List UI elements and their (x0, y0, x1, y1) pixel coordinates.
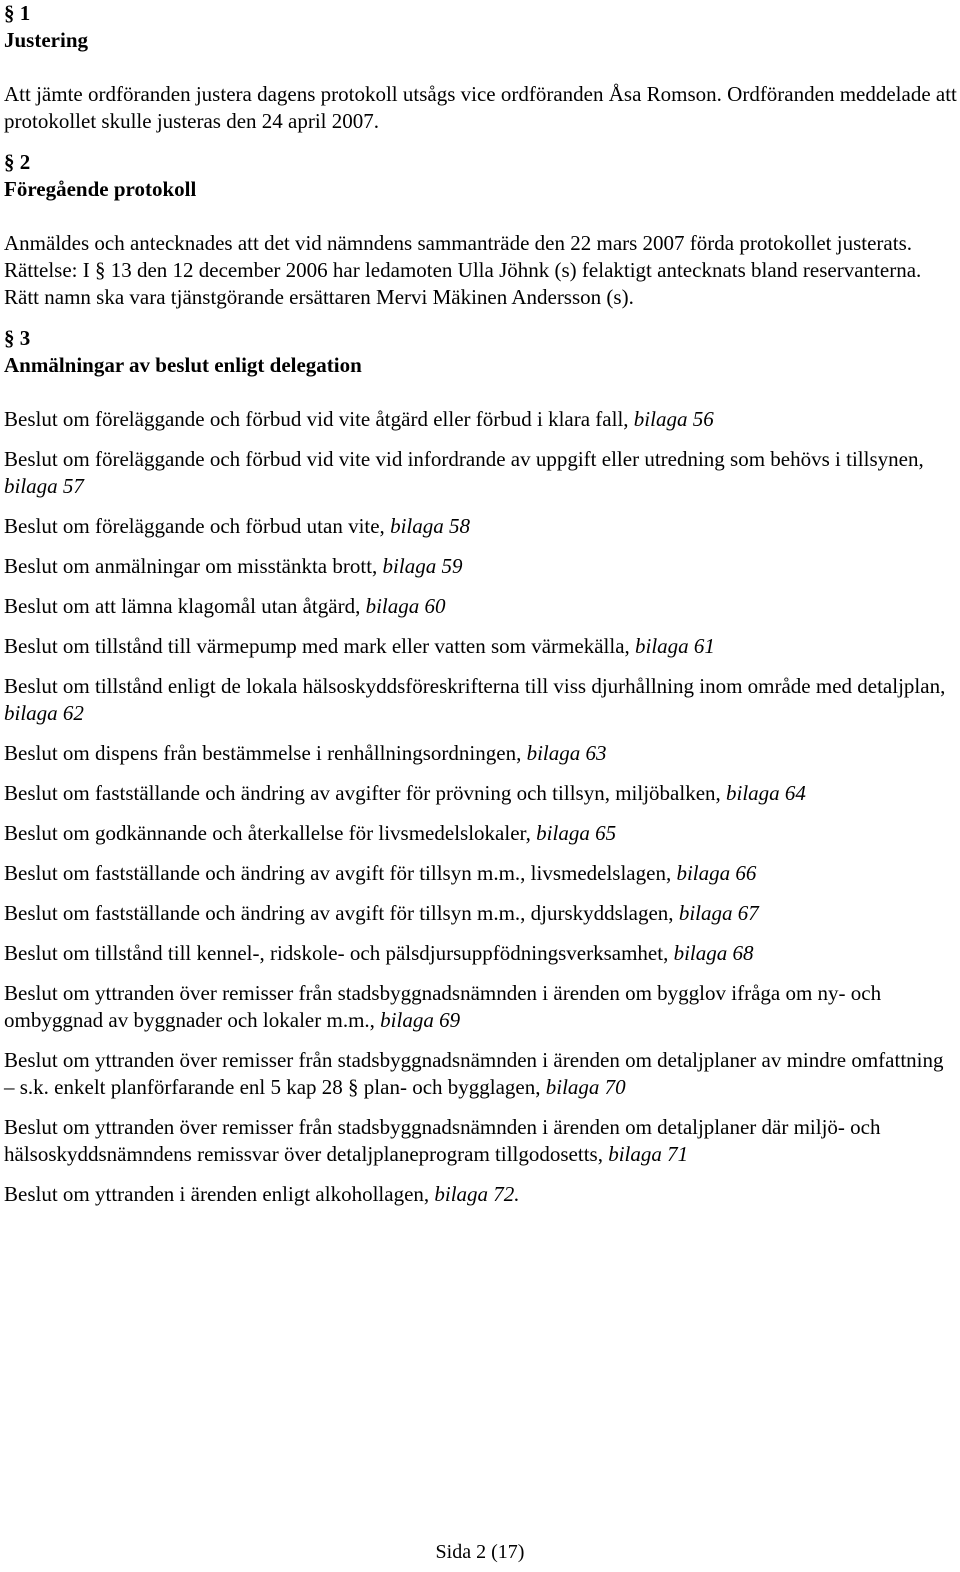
decision-item (4, 1047, 958, 1101)
document-page (4, 0, 958, 1208)
attachment-reference: bilaga 67 (678, 901, 759, 925)
decision-item (4, 820, 958, 847)
decision-item (4, 1181, 958, 1208)
decision-text: Beslut om fastställande och ändring av avgifter för prövning och tillsyn, miljöbalken, (4, 781, 727, 805)
decision-text: Beslut om yttranden över remisser från stadsbyggnadsnämnden i ärenden om detaljplaner där miljö- och hälsoskyddsnämndens remissvar över detaljplaneprogram tillgodosetts, (4, 1115, 881, 1166)
decision-item (4, 780, 958, 807)
decision-text: Beslut om anmälningar om misstänkta brott, (4, 554, 383, 578)
decision-item (4, 980, 958, 1034)
correction-paragraph: Rättelse: I § 13 den 12 december 2006 har ledamoten Ulla Jöhnk (s) felaktigt antecknats bland reservanterna. Rätt namn ska vara tjänstgörande ersättaren Mervi Mäkinen Andersson (s). (4, 258, 922, 309)
decision-text: Beslut om föreläggande och förbud utan vite, (4, 514, 391, 538)
attachment-reference: bilaga 68 (673, 941, 754, 965)
decision-item (4, 673, 958, 727)
attachment-reference: bilaga 69 (380, 1008, 461, 1032)
decision-item (4, 740, 958, 767)
section-2 (4, 149, 958, 311)
page-number: Sida 2 (17) (435, 1541, 525, 1563)
section-title: Justering (4, 28, 88, 52)
section-number: § 1 (4, 1, 31, 25)
decision-text: Beslut om föreläggande och förbud vid vite vid infordrande av uppgift eller utredning som behövs i tillsynen, (4, 447, 924, 471)
decision-item (4, 860, 958, 887)
attachment-reference: bilaga 62 (4, 701, 84, 725)
attachment-reference: bilaga 71 (608, 1142, 689, 1166)
decision-text: Beslut om dispens från bestämmelse i renhållningsordningen, (4, 741, 527, 765)
attachment-reference: bilaga 72. (434, 1182, 520, 1206)
decision-text: Beslut om yttranden över remisser från stadsbyggnadsnämnden i ärenden om detaljplaner av mindre omfattning – s.k. enkelt planförfarande enl 5 kap 28 § plan- och bygglagen, (4, 1048, 944, 1099)
decision-item (4, 406, 958, 433)
decision-text: Beslut om föreläggande och förbud vid vite åtgärd eller förbud i klara fall, (4, 407, 634, 431)
attachment-reference: bilaga 63 (526, 741, 607, 765)
decision-text: Beslut om att lämna klagomål utan åtgärd, (4, 594, 366, 618)
paragraph: Att jämte ordföranden justera dagens protokoll utsågs vice ordföranden Åsa Romson. Ordföranden meddelade att protokollet skulle justeras den 24 april 2007. (4, 82, 957, 133)
decision-text: Beslut om godkännande och återkallelse för livsmedelslokaler, (4, 821, 537, 845)
decision-item (4, 940, 958, 967)
decision-list (4, 406, 958, 1208)
decision-text: Beslut om tillstånd enligt de lokala hälsoskyddsföreskrifterna till viss djurhållning inom område med detaljplan, (4, 674, 946, 698)
decision-item (4, 553, 958, 580)
decision-item (4, 513, 958, 540)
decision-item (4, 1114, 958, 1168)
attachment-reference: bilaga 56 (633, 407, 714, 431)
attachment-reference: bilaga 65 (536, 821, 617, 845)
decision-text: Beslut om yttranden i ärenden enligt alkohollagen, (4, 1182, 435, 1206)
attachment-reference: bilaga 60 (365, 594, 446, 618)
section-title: Anmälningar av beslut enligt delegation (4, 353, 362, 377)
attachment-reference: bilaga 59 (382, 554, 463, 578)
decision-text: Beslut om tillstånd till kennel-, ridskole- och pälsdjursuppfödningsverksamhet, (4, 941, 674, 965)
section-number: § 2 (4, 150, 31, 174)
decision-item (4, 593, 958, 620)
section-3 (4, 325, 958, 1208)
attachment-reference: bilaga 61 (635, 634, 715, 658)
attachment-reference: bilaga 57 (4, 474, 84, 498)
decision-text: Beslut om fastställande och ändring av avgift för tillsyn m.m., djurskyddslagen, (4, 901, 679, 925)
attachment-reference: bilaga 70 (545, 1075, 626, 1099)
attachment-reference: bilaga 66 (676, 861, 757, 885)
decision-text: Beslut om tillstånd till värmepump med mark eller vatten som värmekälla, (4, 634, 636, 658)
attachment-reference: bilaga 64 (726, 781, 806, 805)
decision-item (4, 446, 958, 500)
decision-text: Beslut om fastställande och ändring av avgift för tillsyn m.m., livsmedelslagen, (4, 861, 677, 885)
decision-item (4, 900, 958, 927)
section-1 (4, 0, 958, 135)
attachment-reference: bilaga 58 (390, 514, 470, 538)
paragraph: Anmäldes och antecknades att det vid nämndens sammanträde den 22 mars 2007 förda protokollet justerats. (4, 231, 912, 255)
section-number: § 3 (4, 326, 31, 350)
decision-item (4, 633, 958, 660)
decision-text: Beslut om yttranden över remisser från stadsbyggnadsnämnden i ärenden om bygglov ifråga om ny- och ombyggnad av byggnader och lokaler m.m., (4, 981, 882, 1032)
section-title: Föregående protokoll (4, 177, 197, 201)
